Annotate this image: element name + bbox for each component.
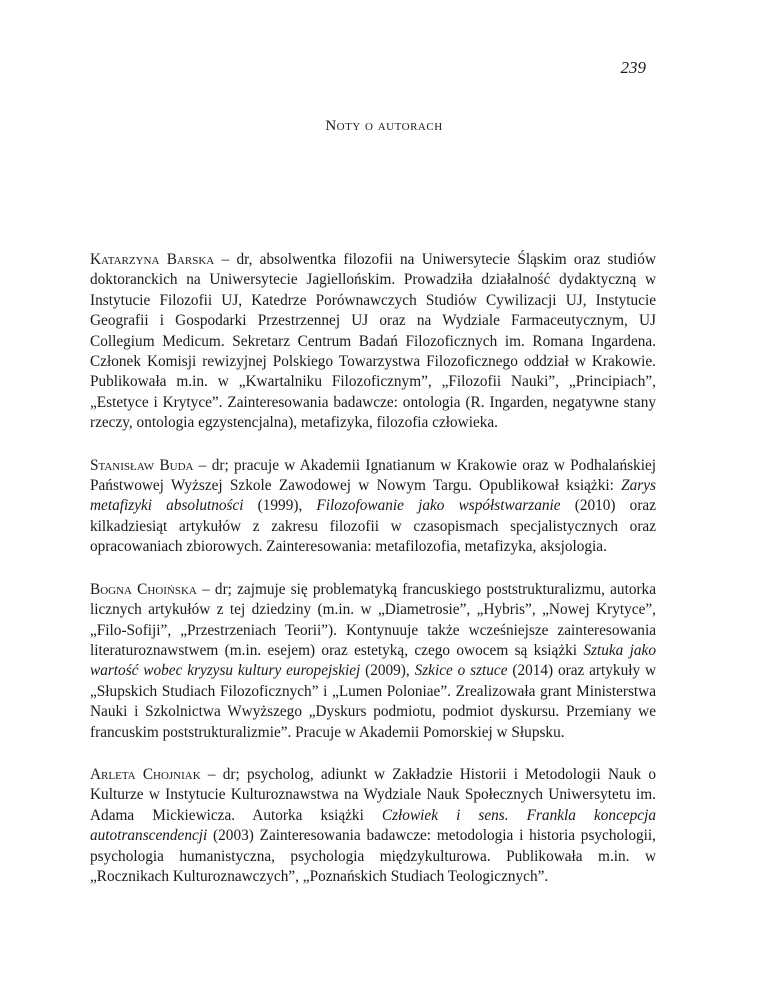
author-name: Katarzyna Barska: [90, 251, 215, 268]
page-title: Noty o autorach: [325, 118, 443, 134]
book-title: Człowiek i sens. Frankla koncepcja autotranscendencji: [90, 806, 656, 845]
author-bio: (2009),: [360, 662, 415, 680]
author-bio: – dr; zajmuje się problematyką francuskiego poststrukturalizmu, autorka licznych artykułów z tej dziedziny (m.in. w „Diametrosie”, „Hybris”, „Nowej Krytyce”, „Filo-Sofiji”, „Przestrzeniach Teorii”). Kontynuuje także wcześniejsze zainteresowania literaturoznawstwem (m.in. esejem) oraz estetyką, czego owocem są książki: [90, 580, 656, 659]
author-name: Stanisław Buda: [90, 456, 194, 474]
author-bio: (1999),: [243, 497, 317, 515]
book-title: Szkice o sztuce: [414, 662, 508, 680]
book-title: Filozofowanie jako współstwarzanie: [316, 497, 561, 515]
author-bio: – dr, absolwentka filozofii na Uniwersytecie Śląskim oraz studiów doktoranckich na Uniwersytecie Jagiellońskim. Prowadziła działalność dydaktyczną w Instytucie Filozofii UJ, Katedrze Porównawczych Studiów Cywilizacji UJ, Instytucie Geografii i Gospodarki Przestrzennej UJ oraz na Wydziale Farmaceutycznym, UJ Collegium Medicum. Sekretarz Centrum Badań Filozoficznych im. Romana Ingardena. Członek Komisji rewizyjnej Polskiego Towarzystwa Filozoficznego oddział w Krakowie. Publikowała m.in. w „Kwartalniku Filozoficznym”, „Filozofii Nauki”, „Principiach”, „Estetyce i Krytyce”. Zainteresowania badawcze: ontologia (R. Ingarden, negatywne stany rzeczy, ontologia egzystencjalna), metafizyka, filozofia człowieka.: [90, 251, 656, 432]
author-entry-barska: [90, 250, 656, 434]
author-entry-choinska: [90, 580, 656, 743]
page-number: 239: [620, 58, 646, 77]
author-notes: [90, 250, 656, 909]
author-bio: – dr; psycholog, adiunkt w Zakładzie Historii i Metodologii Nauk o Kulturze w Instytucie Kulturoznawstwa na Wydziale Nauk Społecznych Uniwersytetu im. Adama Mickiewicza. Autorka książki: [90, 765, 656, 824]
book-title: Zarys metafizyki absolutności: [90, 477, 656, 515]
author-bio: – dr; pracuje w Akademii Ignatianum w Krakowie oraz w Podhalańskiej Państwowej Wyższej Szkole Zawodowej w Nowym Targu. Opublikował książki:: [90, 456, 656, 495]
author-entry-buda: [90, 456, 656, 558]
author-bio: (2010) oraz kilkadziesiąt artykułów z zakresu filozofii w czasopismach specjalistycznych oraz opracowaniach zbiorowych. Zainteresowania: metafilozofia, metafizyka, aksjologia.: [90, 497, 656, 556]
author-name: Arleta Chojniak: [90, 765, 201, 783]
author-bio: (2014) oraz artykuły w „Słupskich Studiach Filozoficznych” i „Lumen Poloniae”. Zrealizowała grant Ministerstwa Nauki i Szkolnictwa Wwyższego „Dyskurs podmiotu, podmiot dyskursu. Przemiany we francuskim poststrukturalizmie”. Pracuje w Akademii Pomorskiej w Słupsku.: [90, 662, 656, 741]
author-entry-chojniak: [90, 765, 656, 887]
book-title: Sztuka jako wartość wobec kryzysu kultury europejskiej: [90, 641, 656, 680]
author-bio: (2003) Zainteresowania badawcze: metodologia i historia psychologii, psychologia humanistyczna, psychologia międzykulturowa. Publikowała m.in. w „Rocznikach Kulturoznawczych”, „Poznańskich Studiach Teologicznych”.: [90, 827, 656, 885]
author-name: Bogna Choińska: [90, 580, 197, 598]
